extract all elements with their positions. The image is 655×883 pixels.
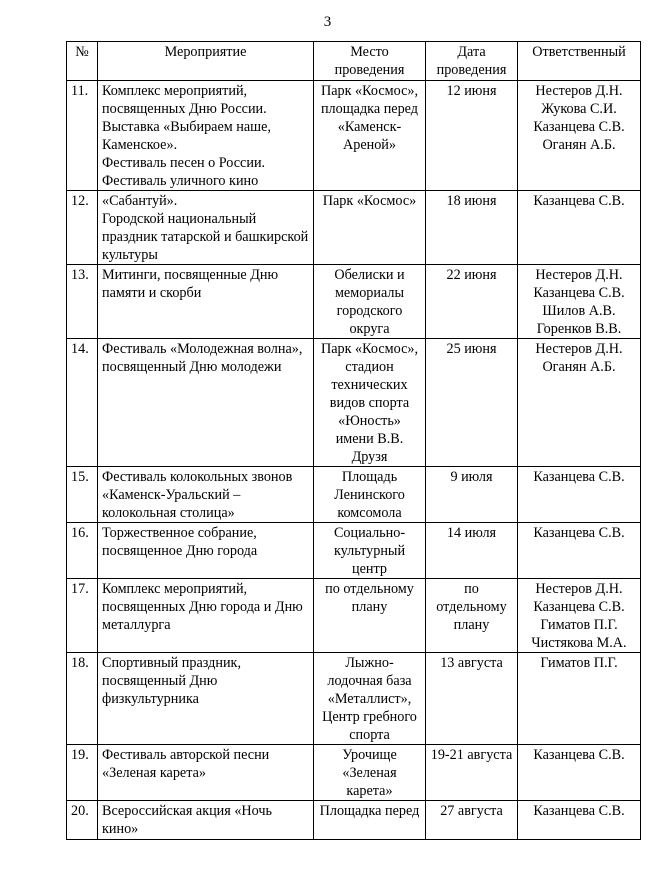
row-date: 18 июня bbox=[426, 191, 518, 265]
table-row bbox=[67, 801, 641, 840]
row-place: Площадь Ленинского комсомола bbox=[314, 467, 426, 523]
row-responsible: Казанцева С.В. bbox=[518, 523, 641, 579]
row-place: Площадка перед bbox=[314, 801, 426, 840]
page-number: 3 bbox=[323, 14, 332, 30]
header-event: Мероприятие bbox=[98, 42, 314, 81]
row-num: 19. bbox=[67, 745, 98, 801]
table-header-row bbox=[67, 42, 641, 81]
table-row bbox=[67, 523, 641, 579]
row-event: Комплекс мероприятий, посвященных Дню города и Дню металлурга bbox=[98, 579, 314, 653]
row-event: Фестиваль «Молодежная волна», посвященный Дню молодежи bbox=[98, 339, 314, 467]
row-event: Фестиваль колокольных звонов «Каменск-Уральский – колокольная столица» bbox=[98, 467, 314, 523]
row-place: Урочище «Зеленая карета» bbox=[314, 745, 426, 801]
row-place: Обелиски и мемориалы городского округа bbox=[314, 265, 426, 339]
table-row bbox=[67, 467, 641, 523]
row-date: 12 июня bbox=[426, 81, 518, 191]
row-place: Социально-культурный центр bbox=[314, 523, 426, 579]
row-date: 22 июня bbox=[426, 265, 518, 339]
row-event: Всероссийская акция «Ночь кино» bbox=[98, 801, 314, 840]
row-event: Комплекс мероприятий, посвященных Дню России. Выставка «Выбираем наше, Каменское». Фестиваль песен о России. Фестиваль уличного кино bbox=[98, 81, 314, 191]
table-row bbox=[67, 745, 641, 801]
table-row bbox=[67, 339, 641, 467]
row-event: Фестиваль авторской песни «Зеленая карета» bbox=[98, 745, 314, 801]
table-row bbox=[67, 265, 641, 339]
row-date: 9 июля bbox=[426, 467, 518, 523]
row-event: Торжественное собрание, посвященное Дню города bbox=[98, 523, 314, 579]
row-place: Парк «Космос», стадион технических видов спорта «Юность» имени В.В. Друзя bbox=[314, 339, 426, 467]
row-responsible: Казанцева С.В. bbox=[518, 801, 641, 840]
row-event: «Сабантуй». Городской национальный праздник татарской и башкирской культуры bbox=[98, 191, 314, 265]
row-date: 13 августа bbox=[426, 653, 518, 745]
row-responsible: Нестеров Д.Н. Казанцева С.В. Шилов А.В. Горенков В.В. bbox=[518, 265, 641, 339]
row-responsible: Казанцева С.В. bbox=[518, 467, 641, 523]
row-responsible: Нестеров Д.Н. Казанцева С.В. Гиматов П.Г. Чистякова М.А. bbox=[518, 579, 641, 653]
row-responsible: Казанцева С.В. bbox=[518, 191, 641, 265]
header-date: Дата проведения bbox=[426, 42, 518, 81]
row-num: 13. bbox=[67, 265, 98, 339]
row-event: Спортивный праздник, посвященный Дню физкультурника bbox=[98, 653, 314, 745]
header-responsible: Ответственный bbox=[518, 42, 641, 81]
row-responsible: Гиматов П.Г. bbox=[518, 653, 641, 745]
table-row bbox=[67, 81, 641, 191]
row-date: 25 июня bbox=[426, 339, 518, 467]
row-num: 16. bbox=[67, 523, 98, 579]
header-place: Место проведения bbox=[314, 42, 426, 81]
row-num: 14. bbox=[67, 339, 98, 467]
row-date: 27 августа bbox=[426, 801, 518, 840]
row-num: 11. bbox=[67, 81, 98, 191]
table-row bbox=[67, 579, 641, 653]
row-responsible: Казанцева С.В. bbox=[518, 745, 641, 801]
row-date: по отдельному плану bbox=[426, 579, 518, 653]
row-responsible: Нестеров Д.Н. Оганян А.Б. bbox=[518, 339, 641, 467]
table-row bbox=[67, 191, 641, 265]
row-place: Парк «Космос», площадка перед «Каменск-Ареной» bbox=[314, 81, 426, 191]
header-num: № bbox=[67, 42, 98, 81]
row-num: 12. bbox=[67, 191, 98, 265]
row-place: Парк «Космос» bbox=[314, 191, 426, 265]
row-place: по отдельному плану bbox=[314, 579, 426, 653]
row-responsible: Нестеров Д.Н. Жукова С.И. Казанцева С.В. Оганян А.Б. bbox=[518, 81, 641, 191]
row-num: 20. bbox=[67, 801, 98, 840]
row-event: Митинги, посвященные Дню памяти и скорби bbox=[98, 265, 314, 339]
row-num: 17. bbox=[67, 579, 98, 653]
row-date: 19-21 августа bbox=[426, 745, 518, 801]
row-date: 14 июля bbox=[426, 523, 518, 579]
table-row bbox=[67, 653, 641, 745]
row-place: Лыжно-лодочная база «Металлист», Центр гребного спорта bbox=[314, 653, 426, 745]
row-num: 15. bbox=[67, 467, 98, 523]
row-num: 18. bbox=[67, 653, 98, 745]
events-table bbox=[66, 41, 641, 840]
